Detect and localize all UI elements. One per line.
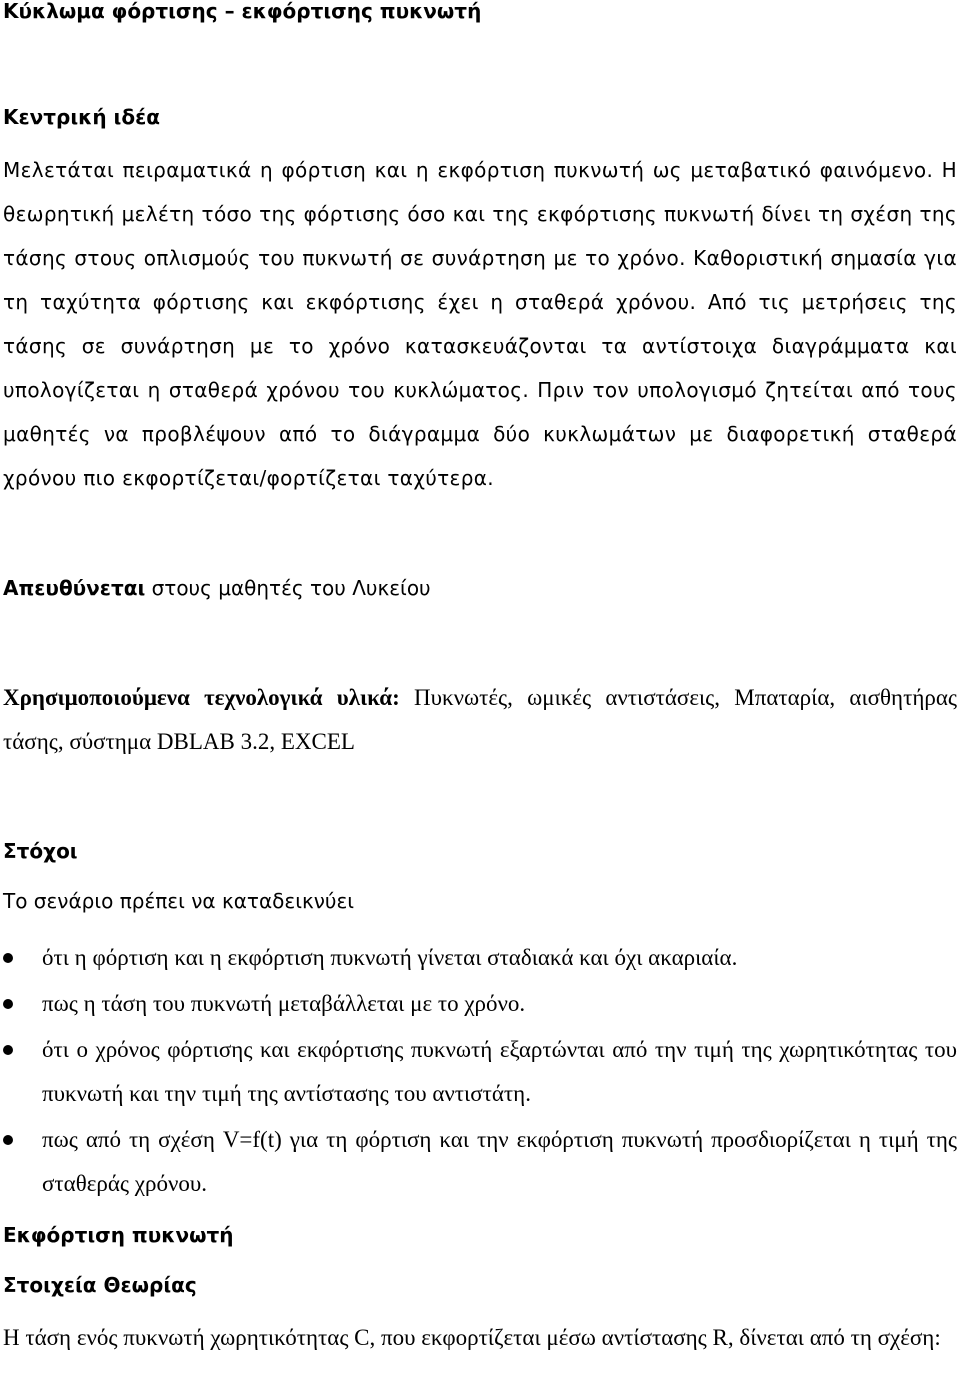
bullet-icon	[3, 999, 13, 1009]
goals-item-text: ότι η φόρτιση και η εκφόρτιση πυκνωτή γίνεται σταδιακά και όχι ακαριαία.	[42, 945, 738, 970]
goals-item-text: πως από τη σχέση V=f(t) για τη φόρτιση και την εκφόρτιση πυκνωτή προσδιορίζεται η τιμή της σταθεράς χρόνου.	[42, 1127, 957, 1196]
theory-heading: Στοιχεία Θεωρίας	[3, 1273, 197, 1297]
goals-list-item	[0, 1118, 957, 1206]
bullet-icon	[3, 1045, 13, 1055]
page-title: Κύκλωμα φόρτισης – εκφόρτισης πυκνωτή	[3, 0, 482, 23]
goals-list-item	[0, 982, 957, 1026]
discharge-heading: Εκφόρτιση πυκνωτή	[3, 1223, 234, 1247]
audience-text: στους μαθητές του Λυκείου	[145, 576, 431, 600]
goals-heading: Στόχοι	[3, 839, 78, 863]
audience-line	[3, 573, 957, 603]
materials-paragraph	[3, 676, 957, 764]
central-idea-heading: Κεντρική ιδέα	[3, 105, 160, 129]
audience-label: Απευθύνεται	[3, 576, 146, 600]
goals-intro: Το σενάριο πρέπει να καταδεικνύει	[3, 889, 355, 913]
theory-paragraph: Η τάση ενός πυκνωτή χωρητικότητας C, που εκφορτίζεται μέσω αντίστασης R, δίνεται από τη σχέση:	[3, 1325, 941, 1350]
goals-list	[0, 936, 957, 1208]
bullet-icon	[3, 953, 13, 963]
materials-label: Χρησιμοποιούμενα τεχνολογικά υλικά:	[3, 685, 400, 710]
goals-item-text: πως η τάση του πυκνωτή μεταβάλλεται με το χρόνο.	[42, 991, 526, 1016]
goals-list-item	[0, 936, 957, 980]
bullet-icon	[3, 1135, 13, 1145]
materials-text: Πυκνωτές, ωμικές αντιστάσεις, Μπαταρία, αισθητήρας τάσης, σύστημα DBLAB 3.2, EXCEL	[3, 685, 957, 754]
central-idea-paragraph: Μελετάται πειραματικά η φόρτιση και η εκφόρτιση πυκνωτή ως μεταβατικό φαινόμενο. Η θεωρητική μελέτη τόσο της φόρτισης όσο και της εκφόρτισης πυκνωτή δίνει τη σχέση της τάσης στους οπλισμούς του πυκνωτή σε συνάρτηση με το χρόνο. Καθοριστική σημασία για τη ταχύτητα φόρτισης και εκφόρτισης έχει η σταθερά χρόνου. Από τις μετρήσεις της τάσης σε συνάρτηση με το χρόνο κατασκευάζονται τα αντίστοιχα διαγράμματα και υπολογίζεται η σταθερά χρόνου του κυκλώματος. Πριν τον υπολογισμό ζητείται από τους μαθητές να προβλέψουν από το διάγραμμα δύο κυκλωμάτων με διαφορετική σταθερά χρόνου πιο εκφορτίζεται/φορτίζεται ταχύτερα.	[3, 158, 957, 490]
goals-item-text: ότι ο χρόνος φόρτισης και εκφόρτισης πυκνωτή εξαρτώνται από την τιμή της χωρητικότητας του πυκνωτή και την τιμή της αντίστασης του αντιστάτη.	[42, 1037, 957, 1106]
goals-list-item	[0, 1028, 957, 1116]
